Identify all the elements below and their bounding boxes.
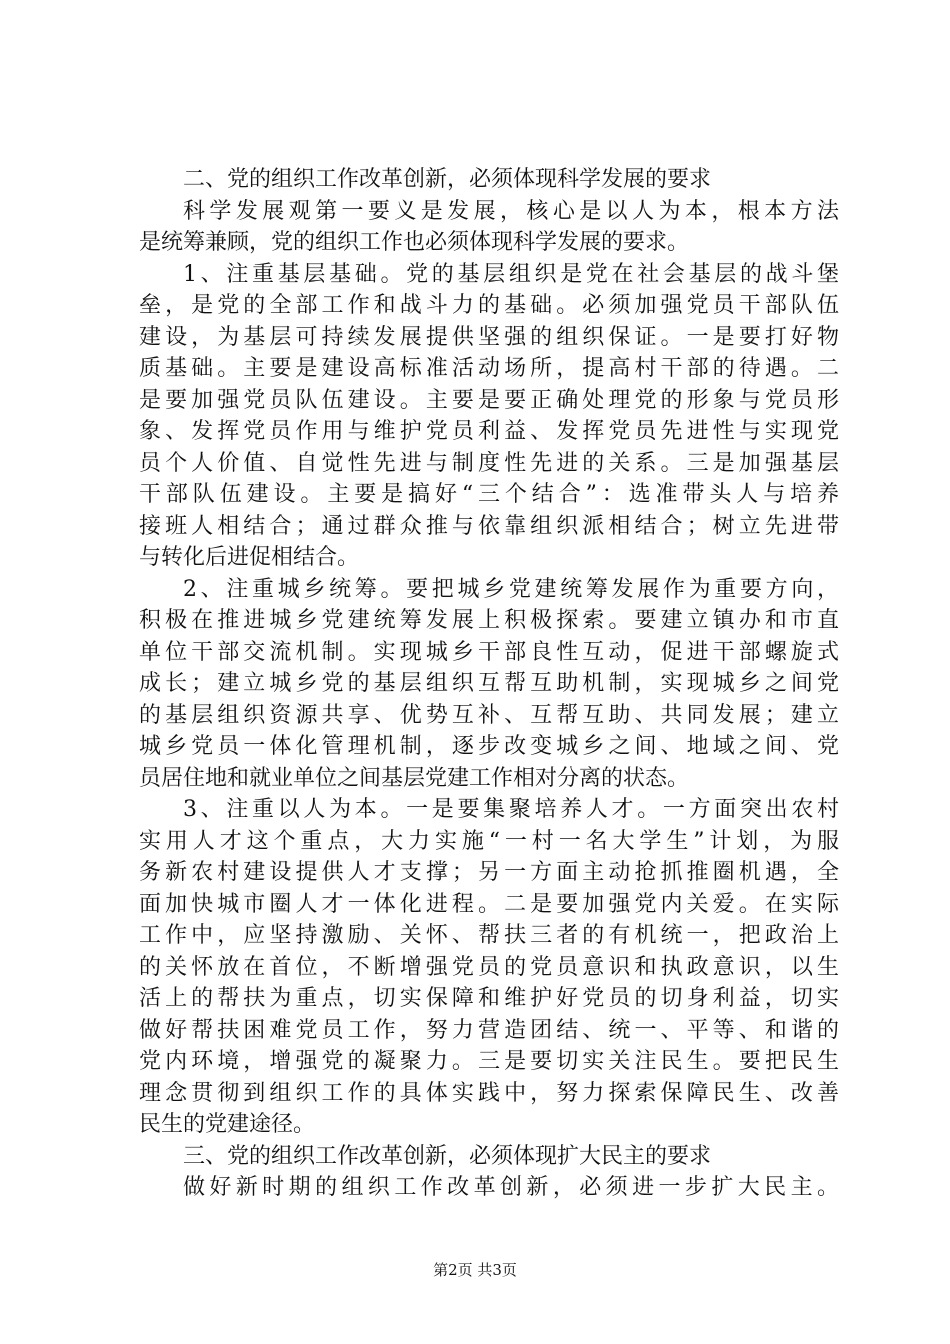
- text-line: 科学发展观第一要义是发展，核心是以人为本，根本方法: [183, 198, 839, 224]
- text-line: 工作中，应坚持激励、关怀、帮扶三者的有机统一，把政治上: [139, 923, 839, 948]
- text-line: 垒，是党的全部工作和战斗力的基础。必须加强党员干部队伍: [139, 293, 839, 318]
- text-line: 城乡党员一体化管理机制，逐步改变城乡之间、地域之间、党: [139, 734, 839, 759]
- text-line: 民生的党建途径。: [139, 1112, 316, 1137]
- text-line: 2、注重城乡统筹。要把城乡党建统筹发展作为重要方向，: [183, 576, 839, 602]
- text-line: 是要加强党员队伍建设。主要是要正确处理党的形象与党员形: [139, 387, 839, 413]
- text-line: 的基层组织资源共享、优势互补、互帮互助、共同发展；建立: [139, 702, 839, 728]
- page-number-footer: 第2页 共3页: [433, 1261, 517, 1279]
- text-line: 是统筹兼顾，党的组织工作也必须体现科学发展的要求。: [139, 230, 690, 255]
- text-line: 的关怀放在首位，不断增强党员的党员意识和执政意识，以生: [139, 954, 839, 980]
- text-line: 成长；建立城乡党的基层组织互帮互助机制，实现城乡之间党: [139, 671, 839, 696]
- text-line: 二、党的组织工作改革创新，必须体现科学发展的要求: [183, 167, 712, 192]
- text-line: 质基础。主要是建设高标准活动场所，提高村干部的待遇。二: [139, 356, 839, 381]
- text-line: 接班人相结合；通过群众推与依靠组织派相结合；树立先进带: [139, 513, 839, 539]
- text-line: 单位干部交流机制。实现城乡干部良性互动，促进干部螺旋式: [139, 639, 839, 665]
- text-line: 积极在推进城乡党建统筹发展上积极探索。要建立镇办和市直: [139, 608, 839, 633]
- text-line: 与转化后进促相结合。: [139, 545, 360, 570]
- text-line: 员个人价值、自觉性先进与制度性先进的关系。三是加强基层: [139, 450, 839, 476]
- document-text: [139, 164, 839, 1204]
- text-line: 建设，为基层可持续发展提供坚强的组织保证。一是要打好物: [139, 324, 839, 350]
- text-line: 做好新时期的组织工作改革创新，必须进一步扩大民主。: [183, 1175, 839, 1200]
- text-line: 象、发挥党员作用与维护党员利益、发挥党员先进性与实现党: [139, 419, 839, 444]
- text-line: 做好帮扶困难党员工作，努力营造团结、统一、平等、和谐的: [139, 1017, 839, 1043]
- text-line: 面加快城市圈人才一体化进程。二是要加强党内关爱。在实际: [139, 891, 839, 917]
- text-line: 1、注重基层基础。党的基层组织是党在社会基层的战斗堡: [183, 261, 839, 287]
- text-line: 活上的帮扶为重点，切实保障和维护好党员的切身利益，切实: [139, 986, 839, 1011]
- text-line: 理念贯彻到组织工作的具体实践中，努力探索保障民生、改善: [139, 1080, 839, 1106]
- text-line: 干部队伍建设。主要是搞好“三个结合”：选准带头人与培养: [139, 482, 839, 507]
- text-line: 党内环境，增强党的凝聚力。三是要切实关注民生。要把民生: [139, 1049, 839, 1074]
- text-line: 员居住地和就业单位之间基层党建工作相对分离的状态。: [139, 765, 690, 791]
- text-line: 三、党的组织工作改革创新，必须体现扩大民主的要求: [183, 1143, 712, 1169]
- text-line: 实用人才这个重点，大力实施“一村一名大学生”计划，为服: [139, 828, 839, 854]
- text-line: 3、注重以人为本。一是要集聚培养人才。一方面突出农村: [183, 797, 839, 822]
- text-line: 务新农村建设提供人才支撑；另一方面主动抢抓推圈机遇，全: [139, 860, 839, 885]
